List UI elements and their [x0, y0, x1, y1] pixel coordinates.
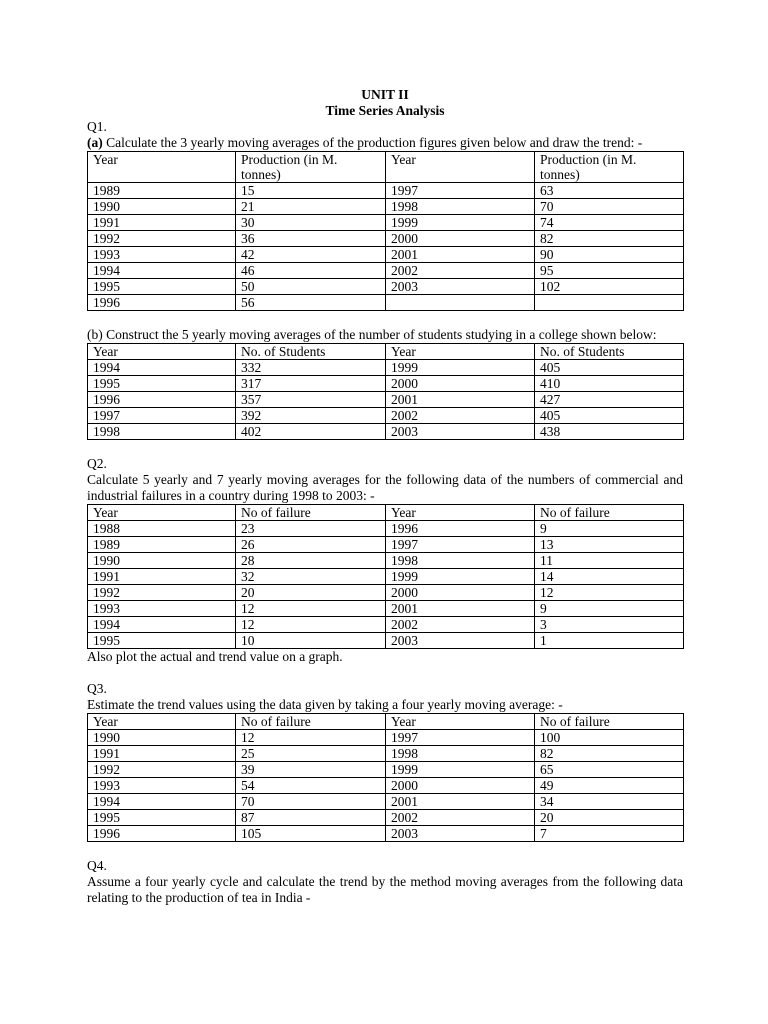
q1a-text [87, 135, 683, 151]
table-row [88, 295, 684, 311]
table-cell: 23 [236, 521, 386, 537]
table-cell: 1992 [88, 585, 236, 601]
table-cell: 1995 [88, 633, 236, 649]
q4-text: Assume a four yearly cycle and calculate the trend by the method moving averages from the following data relating to the production of tea in India - [87, 874, 683, 905]
table-cell: 1996 [88, 295, 236, 311]
table-cell: 2003 [386, 633, 535, 649]
table-row [88, 810, 684, 826]
column-header: No of failure [236, 714, 386, 730]
table-row [88, 231, 684, 247]
table-cell: 1998 [386, 746, 535, 762]
column-header: Production (in M. tonnes) [236, 152, 386, 183]
table-cell: 70 [535, 199, 684, 215]
table-cell: 1994 [88, 360, 236, 376]
column-header: Year [386, 714, 535, 730]
q3-text: Estimate the trend values using the data given by taking a four yearly moving average: - [87, 697, 563, 712]
table-cell: 2001 [386, 247, 535, 263]
table-cell: 26 [236, 537, 386, 553]
column-header: No of failure [236, 505, 386, 521]
table-cell: 1999 [386, 215, 535, 231]
table-cell: 95 [535, 263, 684, 279]
table-cell: 28 [236, 553, 386, 569]
table-cell: 1989 [88, 183, 236, 199]
table-row [88, 794, 684, 810]
table-cell: 1992 [88, 231, 236, 247]
table-row [88, 360, 684, 376]
table-cell: 2001 [386, 392, 535, 408]
table-cell: 410 [535, 376, 684, 392]
table-cell: 20 [535, 810, 684, 826]
table-cell: 2001 [386, 601, 535, 617]
table-cell: 1990 [88, 553, 236, 569]
table-header-row [88, 714, 684, 730]
table-row [88, 633, 684, 649]
failures-table-q2 [87, 504, 684, 649]
table-cell: 438 [535, 424, 684, 440]
table-cell: 2000 [386, 376, 535, 392]
table-cell: 1992 [88, 762, 236, 778]
table-cell: 1990 [88, 730, 236, 746]
table-row [88, 376, 684, 392]
table-cell: 11 [535, 553, 684, 569]
table-cell: 2003 [386, 279, 535, 295]
table-cell: 34 [535, 794, 684, 810]
table-cell: 1995 [88, 279, 236, 295]
table-cell: 1994 [88, 794, 236, 810]
table-row [88, 617, 684, 633]
table-cell: 1988 [88, 521, 236, 537]
q1-label: Q1. [87, 119, 107, 134]
table-cell: 405 [535, 360, 684, 376]
table-cell: 1999 [386, 569, 535, 585]
table-cell: 1997 [386, 730, 535, 746]
table-row [88, 247, 684, 263]
column-header: Production (in M. tonnes) [535, 152, 684, 183]
table-row [88, 263, 684, 279]
column-header: No. of Students [535, 344, 684, 360]
table-row [88, 408, 684, 424]
students-table [87, 343, 684, 440]
table-cell: 70 [236, 794, 386, 810]
table-cell: 25 [236, 746, 386, 762]
q2-text: Calculate 5 yearly and 7 yearly moving averages for the following data of the numbers of commercial and industrial failures in a country during 1998 to 2003: - [87, 472, 683, 503]
table-cell: 46 [236, 263, 386, 279]
table-cell: 1999 [386, 762, 535, 778]
table-row [88, 569, 684, 585]
table-cell: 9 [535, 521, 684, 537]
table-cell: 392 [236, 408, 386, 424]
q3-label: Q3. [87, 681, 107, 696]
table-cell: 42 [236, 247, 386, 263]
table-cell: 1999 [386, 360, 535, 376]
table-cell: 1990 [88, 199, 236, 215]
table-cell: 2002 [386, 617, 535, 633]
column-header: No. of Students [236, 344, 386, 360]
table-cell: 13 [535, 537, 684, 553]
table-cell: 317 [236, 376, 386, 392]
table-cell: 102 [535, 279, 684, 295]
column-header: Year [88, 344, 236, 360]
table-cell: 1996 [88, 392, 236, 408]
table-cell: 54 [236, 778, 386, 794]
q2-label: Q2. [87, 456, 107, 471]
table-cell: 427 [535, 392, 684, 408]
production-table [87, 151, 684, 311]
table-cell: 1994 [88, 617, 236, 633]
column-header: Year [88, 152, 236, 183]
table-cell: 12 [236, 601, 386, 617]
q1a-marker: (a) [87, 135, 103, 150]
table-cell: 2003 [386, 424, 535, 440]
table-row [88, 215, 684, 231]
q1b-text: (b) Construct the 5 yearly moving averages of the number of students studying in a college shown below: [87, 327, 657, 342]
table-header-row [88, 344, 684, 360]
table-row [88, 199, 684, 215]
table-cell: 1991 [88, 569, 236, 585]
table-cell: 14 [535, 569, 684, 585]
table-cell: 1989 [88, 537, 236, 553]
table-cell: 2000 [386, 231, 535, 247]
column-header: Year [88, 505, 236, 521]
table-cell: 12 [535, 585, 684, 601]
table-cell: 90 [535, 247, 684, 263]
table-row [88, 424, 684, 440]
table-row [88, 183, 684, 199]
table-cell: 2001 [386, 794, 535, 810]
table-cell: 2002 [386, 810, 535, 826]
column-header: Year [386, 344, 535, 360]
table-cell: 100 [535, 730, 684, 746]
table-row [88, 392, 684, 408]
table-row [88, 778, 684, 794]
table-cell: 1995 [88, 810, 236, 826]
table-cell: 1998 [386, 553, 535, 569]
column-header: Year [88, 714, 236, 730]
table-cell: 2000 [386, 778, 535, 794]
table-row [88, 601, 684, 617]
table-cell: 12 [236, 617, 386, 633]
column-header: No of failure [535, 714, 684, 730]
table-cell: 2002 [386, 263, 535, 279]
table-cell: 1991 [88, 215, 236, 231]
table-row [88, 537, 684, 553]
table-cell: 39 [236, 762, 386, 778]
table-cell: 30 [236, 215, 386, 231]
table-cell: 1997 [88, 408, 236, 424]
table-cell: 332 [236, 360, 386, 376]
table-cell: 20 [236, 585, 386, 601]
table-cell: 74 [535, 215, 684, 231]
table-cell: 36 [236, 231, 386, 247]
table-cell: 1993 [88, 778, 236, 794]
table-cell: 87 [236, 810, 386, 826]
table-cell: 2000 [386, 585, 535, 601]
table-cell: 15 [236, 183, 386, 199]
table-cell: 9 [535, 601, 684, 617]
table-cell: 1996 [88, 826, 236, 842]
table-cell: 1998 [88, 424, 236, 440]
table-cell: 1994 [88, 263, 236, 279]
table-cell: 357 [236, 392, 386, 408]
q4-label: Q4. [87, 858, 107, 873]
table-row [88, 553, 684, 569]
column-header: Year [386, 505, 535, 521]
table-cell: 1998 [386, 199, 535, 215]
table-row [88, 762, 684, 778]
table-cell: 1997 [386, 537, 535, 553]
table-cell: 1993 [88, 247, 236, 263]
table-cell: 3 [535, 617, 684, 633]
table-cell: 2003 [386, 826, 535, 842]
table-cell: 1993 [88, 601, 236, 617]
failures-table-q3 [87, 713, 684, 842]
table-header-row [88, 505, 684, 521]
table-cell: 7 [535, 826, 684, 842]
column-header: No of failure [535, 505, 684, 521]
table-cell: 56 [236, 295, 386, 311]
table-cell: 405 [535, 408, 684, 424]
table-row [88, 826, 684, 842]
table-row [88, 279, 684, 295]
table-cell: 63 [535, 183, 684, 199]
unit-heading: UNIT II [361, 87, 409, 102]
table-cell: 32 [236, 569, 386, 585]
table-cell: 2002 [386, 408, 535, 424]
table-row [88, 585, 684, 601]
table-cell: 1996 [386, 521, 535, 537]
table-cell [535, 295, 684, 311]
table-cell: 82 [535, 231, 684, 247]
table-row [88, 730, 684, 746]
table-cell: 1995 [88, 376, 236, 392]
table-cell: 1 [535, 633, 684, 649]
page-title: Time Series Analysis [325, 103, 445, 118]
table-cell: 49 [535, 778, 684, 794]
table-cell: 21 [236, 199, 386, 215]
document-content [87, 87, 683, 906]
q2-note: Also plot the actual and trend value on a graph. [87, 649, 343, 664]
table-cell: 65 [535, 762, 684, 778]
column-header: Year [386, 152, 535, 183]
table-cell: 402 [236, 424, 386, 440]
table-cell: 50 [236, 279, 386, 295]
q1a-body: Calculate the 3 yearly moving averages of the production figures given below and draw the trend: - [102, 135, 643, 150]
table-cell: 1997 [386, 183, 535, 199]
table-cell: 82 [535, 746, 684, 762]
table-cell: 105 [236, 826, 386, 842]
table-cell [386, 295, 535, 311]
table-row [88, 746, 684, 762]
table-cell: 10 [236, 633, 386, 649]
table-row [88, 521, 684, 537]
table-cell: 12 [236, 730, 386, 746]
table-cell: 1991 [88, 746, 236, 762]
table-header-row [88, 152, 684, 183]
